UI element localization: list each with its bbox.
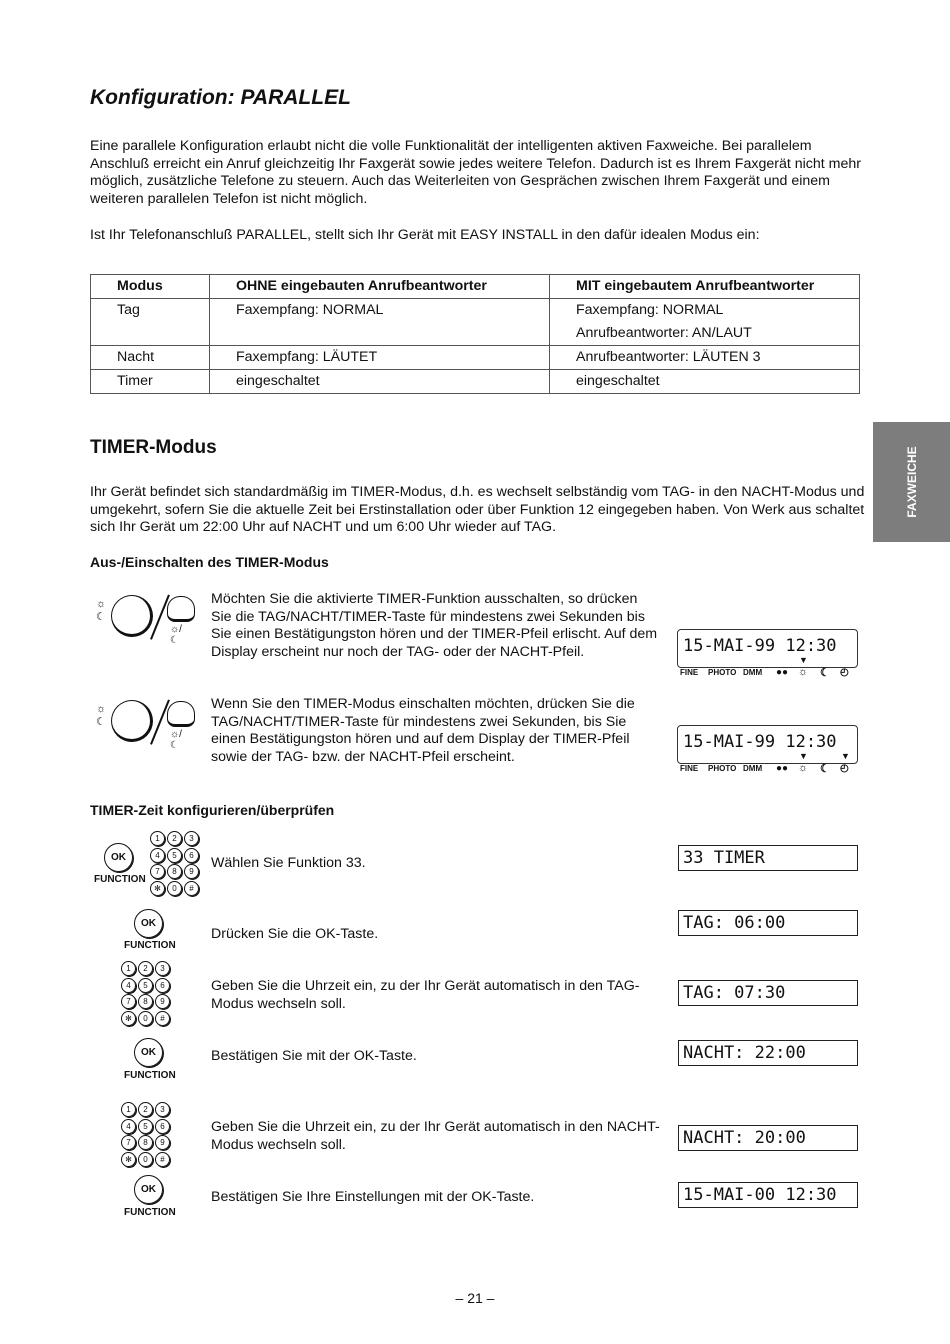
day-arrow-icon: ▼ [799, 655, 808, 665]
step-text: Bestätigen Sie mit der OK-Taste. [211, 1048, 417, 1064]
lcd-display: TAG: 06:00 [678, 910, 858, 936]
tape-icon: ●● [776, 762, 789, 774]
step-text: Wählen Sie Funktion 33. [211, 855, 366, 871]
table-header: MIT eingebautem Anrufbeantworter [550, 275, 860, 299]
large-button-icon [111, 595, 153, 637]
timer-paragraph: Ihr Gerät befindet sich standardmäßig im TIMER-Modus, d.h. es wechselt selbständig vom TAG- in den NACHT-Modus und umgekehrt, sofern Sie die aktuelle Zeit bei Erstinstallation oder über Funktion 12 eingegeben haben. Von Werk aus schaltet sich Ihr Gerät um 22:00 Uhr auf NACHT und um 6:00 Uhr wieder auf TAG. [90, 484, 865, 536]
clock-icon: ◴ [840, 762, 849, 774]
intro-paragraph-2: Ist Ihr Telefonanschluß PARALLEL, stellt sich Ihr Gerät mit EASY INSTALL in den dafür idealen Modus ein: [90, 227, 760, 243]
lcd-display-timer-on [677, 725, 858, 764]
table-cell: Faxempfang: NORMAL [210, 299, 550, 346]
function-label: FUNCTION [94, 874, 146, 885]
lcd-display-timer-off [677, 629, 858, 668]
indicator-dmm: DMM [743, 667, 763, 677]
sun-moon-icon: ☼/☾ [170, 624, 182, 646]
step-text: Bestätigen Sie Ihre Einstellungen mit der OK-Taste. [211, 1189, 535, 1205]
table-row [91, 370, 860, 394]
tape-icon: ●● [776, 666, 789, 678]
keypad-key: 1 [150, 831, 165, 846]
sun-moon-icon: ☼/☾ [170, 729, 182, 751]
moon-icon: ☾ [820, 762, 830, 775]
sun-icon: ☼ [96, 703, 107, 715]
timer-off-text: Möchten Sie die aktivierte TIMER-Funktion ausschalten, so drücken Sie die TAG/NACHT/TIMER-Taste für mindestens zwei Sekunden bis Sie einen Bestätigungston hören und der TIMER-Pfeil erlischt. Auf dem Display erscheint nur noch der TAG- oder der NACHT-Pfeil. [211, 591, 658, 660]
keypad-key: 5 [138, 978, 153, 993]
keypad-icon [121, 1102, 171, 1168]
table-cell: eingeschaltet [210, 370, 550, 394]
small-button-icon [167, 596, 195, 622]
indicator-photo: PHOTO [708, 667, 737, 677]
table-row [91, 346, 860, 370]
keypad-key: 4 [121, 1119, 136, 1134]
keypad-key: 4 [121, 978, 136, 993]
intro-paragraph: Eine parallele Konfiguration erlaubt nicht die volle Funktionalität der intelligenten aktiven Faxweiche. Bei parallelem Anschluß erreicht ein Anruf gleichzeitig Ihr Faxgerät sowie jedes weitere Telefon. Dadurch ist es Ihrem Faxgerät nicht mehr möglich, zusätzliche Telefone zu steuern. Auch das Weiterleiten von Gesprächen zwischen Ihrem Faxgerät und einem weiteren parallelen Telefon ist nicht möglich. [90, 138, 861, 207]
lcd-display: NACHT: 20:00 [678, 1125, 858, 1151]
keypad-key: 9 [155, 1135, 170, 1150]
keypad-key: ✻ [150, 881, 165, 896]
lcd-display: NACHT: 22:00 [678, 1040, 858, 1066]
keypad-key: 0 [167, 881, 182, 896]
keypad-key: 3 [155, 1102, 170, 1117]
keypad-icon [150, 831, 200, 897]
side-tab-label: FAXWEICHE [904, 446, 919, 518]
keypad-key: 0 [138, 1011, 153, 1026]
keypad-key: 5 [138, 1119, 153, 1134]
subheading-toggle-timer: Aus-/Einschalten des TIMER-Modus [90, 554, 329, 570]
indicator-dmm: DMM [743, 763, 763, 773]
ok-button-icon: OK [134, 1038, 163, 1067]
indicator-fine: FINE [680, 763, 699, 773]
keypad-key: 2 [138, 1102, 153, 1117]
keypad-key: 0 [138, 1152, 153, 1167]
table-header: OHNE eingebauten Anrufbeantworter [210, 275, 550, 299]
lcd-display: TAG: 07:30 [678, 980, 858, 1006]
page-number: – 21 – [455, 1290, 495, 1306]
table-cell: Anrufbeantworter: AN/LAUT [550, 322, 860, 346]
function-label: FUNCTION [124, 940, 176, 951]
sun-icon: ☼ [798, 666, 809, 678]
keypad-key: 4 [150, 848, 165, 863]
sun-icon: ☼ [96, 598, 107, 610]
small-button-icon [167, 701, 195, 727]
moon-icon: ☾ [820, 666, 830, 679]
indicator-photo: PHOTO [708, 763, 737, 773]
keypad-key: ✻ [121, 1152, 136, 1167]
large-button-icon [111, 700, 153, 742]
subheading-configure-timer: TIMER-Zeit konfigurieren/überprüfen [90, 802, 335, 818]
display-text: 15-MAI-99 12:30 [683, 636, 837, 656]
moon-icon: ☾ [96, 611, 106, 623]
step-text: Geben Sie die Uhrzeit ein, zu der Ihr Gerät automatisch in den NACHT-Modus wechseln soll. [211, 1119, 660, 1153]
table-header: Modus [91, 275, 210, 299]
lcd-display: 33 TIMER [678, 845, 858, 871]
keypad-key: # [155, 1152, 170, 1167]
table-cell: Nacht [91, 346, 210, 370]
table-cell: Tag [91, 299, 210, 346]
moon-icon: ☾ [96, 716, 106, 728]
keypad-key: 8 [138, 994, 153, 1009]
keypad-key: 8 [138, 1135, 153, 1150]
keypad-key: 3 [184, 831, 199, 846]
keypad-key: # [155, 1011, 170, 1026]
display-text: 15-MAI-99 12:30 [683, 732, 837, 752]
keypad-key: 1 [121, 961, 136, 976]
clock-icon: ◴ [840, 666, 849, 678]
table-cell: Faxempfang: LÄUTET [210, 346, 550, 370]
keypad-key: 7 [121, 1135, 136, 1150]
keypad-key: # [184, 881, 199, 896]
keypad-key: 6 [184, 848, 199, 863]
step-text: Geben Sie die Uhrzeit ein, zu der Ihr Gerät automatisch in den TAG-Modus wechseln soll. [211, 978, 640, 1012]
table-cell: Anrufbeantworter: LÄUTEN 3 [550, 346, 860, 370]
keypad-key: 2 [167, 831, 182, 846]
table-header-row [91, 275, 860, 299]
lcd-display: 15-MAI-00 12:30 [678, 1182, 858, 1208]
keypad-key: 6 [155, 978, 170, 993]
step-text: Drücken Sie die OK-Taste. [211, 926, 379, 942]
mode-table [90, 274, 860, 394]
keypad-key: 2 [138, 961, 153, 976]
keypad-icon [121, 961, 171, 1027]
table-cell: eingeschaltet [550, 370, 860, 394]
sun-icon: ☼ [798, 762, 809, 774]
table-cell: Faxempfang: NORMAL [550, 299, 860, 323]
keypad-key: 7 [150, 864, 165, 879]
keypad-key: 3 [155, 961, 170, 976]
keypad-key: ✻ [121, 1011, 136, 1026]
keypad-key: 6 [155, 1119, 170, 1134]
page-title: Konfiguration: PARALLEL [90, 86, 351, 109]
keypad-key: 8 [167, 864, 182, 879]
timer-arrow-icon: ▼ [841, 751, 850, 761]
keypad-key: 7 [121, 994, 136, 1009]
ok-button-icon: OK [134, 1175, 163, 1204]
ok-button-icon: OK [134, 909, 163, 938]
keypad-key: 1 [121, 1102, 136, 1117]
keypad-key: 9 [184, 864, 199, 879]
day-arrow-icon: ▼ [799, 751, 808, 761]
section-side-tab [873, 422, 950, 542]
table-cell: Timer [91, 370, 210, 394]
function-label: FUNCTION [124, 1070, 176, 1081]
ok-button-icon: OK [104, 843, 133, 872]
timer-on-text: Wenn Sie den TIMER-Modus einschalten möchten, drücken Sie die TAG/NACHT/TIMER-Taste für mindestens zwei Sekunden, bis Sie einen Bestätigungston hören und auf dem Display der TIMER-Pfeil sowie der TAG- bzw. der NACHT-Pfeil erscheint. [211, 696, 635, 765]
indicator-fine: FINE [680, 667, 699, 677]
table-row [91, 299, 860, 323]
keypad-key: 5 [167, 848, 182, 863]
keypad-key: 9 [155, 994, 170, 1009]
function-label: FUNCTION [124, 1207, 176, 1218]
timer-heading: TIMER-Modus [90, 437, 217, 458]
